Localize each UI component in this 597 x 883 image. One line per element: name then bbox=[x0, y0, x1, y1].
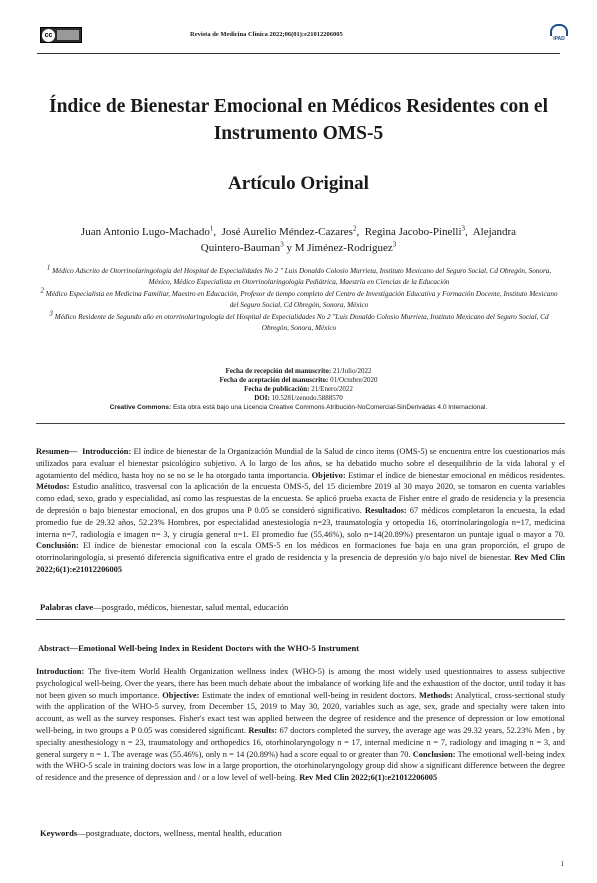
license-icons bbox=[57, 30, 79, 40]
creative-commons-badge[interactable] bbox=[40, 27, 82, 43]
section-label: Objetivo: bbox=[311, 470, 346, 480]
page-header bbox=[0, 0, 597, 58]
section-text: The five-item World Health Organization wellness index (WHO-5) is among the most widely used questionnaires to assess subjective psychological well-being. Over the years, there has been much debate about the imbalance of working life and the exhaustion of the doctor, until today it has not been given so much importance. bbox=[36, 667, 565, 700]
affiliation bbox=[38, 286, 560, 311]
section-label: Introduction: bbox=[36, 667, 85, 676]
affiliation-text: Médico Residente de Segundo año en otorrinolaringología del Hospital de Especialidades No 2 "Luis Donaldo Colosio Murrieta, Instituto Mexicano del Seguro Social, Cd Obregón, Sonora, México bbox=[54, 313, 549, 332]
abstract-title: Abstract—Emotional Well-being Index in Resident Doctors with the WHO-5 Instrument bbox=[38, 643, 360, 653]
author-name: Juan Antonio Lugo-Machado bbox=[80, 226, 210, 238]
author-sup: 3 bbox=[280, 240, 284, 249]
author-name: Regina Jacobo-Pinelli bbox=[364, 226, 462, 238]
accepted-label: Fecha de aceptación del manuscrito: bbox=[219, 376, 329, 384]
section-label: Introducción: bbox=[82, 447, 132, 456]
author-sup: 3 bbox=[461, 224, 466, 233]
author-connector: y bbox=[286, 242, 292, 254]
author-name: Quintero-Bauman bbox=[200, 242, 281, 254]
article-title: Índice de Bienestar Emocional en Médicos Residentes con el Instrumento OMS-5 bbox=[48, 96, 549, 144]
cc-icon: cc bbox=[42, 29, 55, 42]
keywords-text: —postgraduate, doctors, wellness, mental health, education bbox=[77, 828, 282, 838]
affiliation-text: Médico Adscrito de Otorrinolaringología del Hospital de Especialidades No 2 " Luis Donaldo Colosio Murrieta, Instituto Mexicano del Seguro Social, Cd Obregón, Sonora, México, Médico Especialista en Otorrinolaringología Pediátrica, Maestría en Ciencias de la Educación bbox=[52, 267, 552, 286]
section-text: The emotional well-being index with the WHO-5 scale in training doctors was low in a large proportion, the otorhinolaryngology group did show a significant difference between the degree of residence and the presence of depression and / or a low level of well-being. bbox=[36, 749, 566, 783]
section-text: Estudio analítico, trasversal con la aplicación de la encuesta OMS-5, del 15 diciembre 2019 al 30 mayo 2020, se tomaron en cuenta variables como edad, sexo, grado y especialidad, así como las respuestas de la encuesta. Se aplicó prueba exacta de Fisher entre el grado de residencia y la presencia de depresión o bajo bienestar emocional, en dos grupos una P 0.05 se consideró significativo. bbox=[36, 482, 566, 515]
article-type: Artículo Original bbox=[228, 173, 369, 194]
logo-mark-icon bbox=[550, 24, 568, 36]
published-label: Fecha de publicación: bbox=[244, 385, 310, 393]
palabras-text: —posgrado, médicos, bienestar, salud mental, educación bbox=[93, 602, 289, 612]
cc-label: Creative Commons: bbox=[109, 404, 172, 411]
author-name: Alejandra bbox=[472, 226, 517, 238]
keywords-label: Keywords bbox=[40, 828, 78, 838]
section-text: Estimar el índice de bienestar emocional en médicos residentes. bbox=[348, 470, 566, 480]
abstract bbox=[36, 666, 565, 784]
affiliation-sup: 1 bbox=[46, 263, 51, 272]
doi-label: DOI: bbox=[254, 394, 270, 402]
affiliation-sup: 2 bbox=[40, 286, 44, 295]
author-name: José Aurelio Méndez-Cazares bbox=[221, 226, 353, 238]
section-label: Results: bbox=[248, 725, 278, 735]
section-text: 67 doctors completed the survey, the average age was 29.32 years, 52.23% Men , by specialty anesthesiology n = 23, traumatology and orthopedics 16, otorhinolaryngology n = 17, internal medicine n = 7, radiology and imaging n = 3, and general surgery n = 1. The average was (55.46%), only n = 14 (20.89%) had a score equal to or greater than 70. bbox=[36, 725, 565, 759]
author-sup: 3 bbox=[392, 240, 397, 249]
palabras-clave bbox=[40, 602, 288, 612]
section-label: Methods: bbox=[419, 690, 453, 700]
received-date: 21/Julio/2022 bbox=[332, 367, 372, 375]
section-text: El índice de bienestar emocional con la escala OMS-5 en los médicos en formaciones fue baja en una gran proporción, el grupo de otorrinolaringología, si presentó diferencia significativa entre el grado de residencia y la presencia de depresión y/o bajo nivel de bienestar. bbox=[36, 541, 565, 563]
citation: Rev Med Clin 2022;6(1):e21012206005 bbox=[36, 553, 565, 574]
header-divider bbox=[37, 53, 560, 54]
section-label: Métodos: bbox=[36, 482, 70, 492]
section-label: Conclusion: bbox=[412, 749, 456, 759]
affiliation bbox=[38, 309, 560, 334]
section-label: Objective: bbox=[162, 690, 200, 700]
affiliation bbox=[38, 263, 560, 288]
keywords bbox=[40, 828, 282, 838]
affiliation-text: Médico Especialista en Medicina Familiar, Maestro en Educación, Profesor de tiempo completo del Centro de Investigación Educativa y Formación Docente, Instituto Mexicano del Seguro Social, Cd Obregón, Sonora, México bbox=[45, 290, 558, 309]
resumen bbox=[36, 446, 565, 576]
author-sup: 2 bbox=[352, 224, 357, 233]
author-name: M Jiménez-Rodríguez bbox=[294, 242, 393, 254]
citation: Rev Med Clin 2022;6(1):e21012206005 bbox=[299, 773, 438, 783]
section-text: Estimate the index of emotional well-being in resident doctors. bbox=[201, 690, 417, 700]
cc-text: Esta obra está bajo una Licencia Creative Commons Atribución-NoComercial-SinDerivadas 4.0 Internacional. bbox=[172, 404, 488, 411]
section-text: 67 médicos completaron la encuesta, la edad promedio fue de 29.32 años, 52.23% Hombres, por especialidad anestesiología n=23, traumatología y ortopedia 16, otorrinolaringología n=17, medicina interna n=7, radiología e imagen n= 3, y cirugía general n=1. El promedio fue (55.46%), solo n=14(20.89%) presentaron un puntaje igual o mayor a 70. bbox=[36, 505, 565, 539]
resumen-label: Resumen— bbox=[36, 447, 78, 456]
author-sup: 1 bbox=[209, 224, 214, 233]
section-text: El índice de bienestar de la Organización Mundial de la Salud de cinco ítems (OMS-5) se encuentra entre los cuestionarios más utilizados para evaluar el bienestar psicológico subjetivo. A lo largo de los años, se ha debatido mucho sobre el desequilibrio de la vida laboral y el agotamiento del médico, hasta hoy no se no se le ha otorgado tanta importancia. bbox=[36, 447, 566, 480]
section-text: Analytical, cross-sectional study with the application of the WHO-5 survey, from December 15, 2019 to May 30, 2020, variables such as age, sex, grade and specialty were taken into account, as well as the survey responses. Fisher's exact test was applied between the degree of residence and the presence of depression or low emotional well-being, in two groups a P 0.05 was considered significant. bbox=[36, 690, 566, 735]
logo-text: IPAD bbox=[553, 36, 565, 42]
affiliation-sup: 3 bbox=[49, 309, 53, 318]
received-label: Fecha de recepción del manuscrito: bbox=[225, 367, 332, 375]
manuscript-dates bbox=[0, 367, 597, 412]
journal-logo bbox=[549, 24, 569, 46]
author-line-2 bbox=[30, 240, 567, 256]
section-label: Conclusión: bbox=[36, 541, 79, 551]
doi-link[interactable]: 10.5281/zenodo.5888570 bbox=[271, 394, 343, 402]
journal-reference: Revista de Medicina Clínica 2022;06(01):e21012206005 bbox=[190, 31, 343, 38]
affiliations bbox=[38, 263, 560, 335]
page-number: 1 bbox=[560, 860, 564, 868]
section-label: Resultados: bbox=[364, 505, 407, 515]
accepted-date: 01/Octubre/2020 bbox=[330, 376, 378, 384]
palabras-label: Palabras clave bbox=[40, 602, 94, 612]
author-list: Juan Antonio Lugo-Machado$^1$, José Aurelio Méndez-Cazares$^2$, Regina Jacobo-Pinelli$^3$, Alejandra Quintero-Bauman$^3$ y M Jiménez-Rodríguez$^3$ bbox=[30, 224, 567, 256]
published-date: 21/Enero/2022 bbox=[311, 385, 353, 393]
